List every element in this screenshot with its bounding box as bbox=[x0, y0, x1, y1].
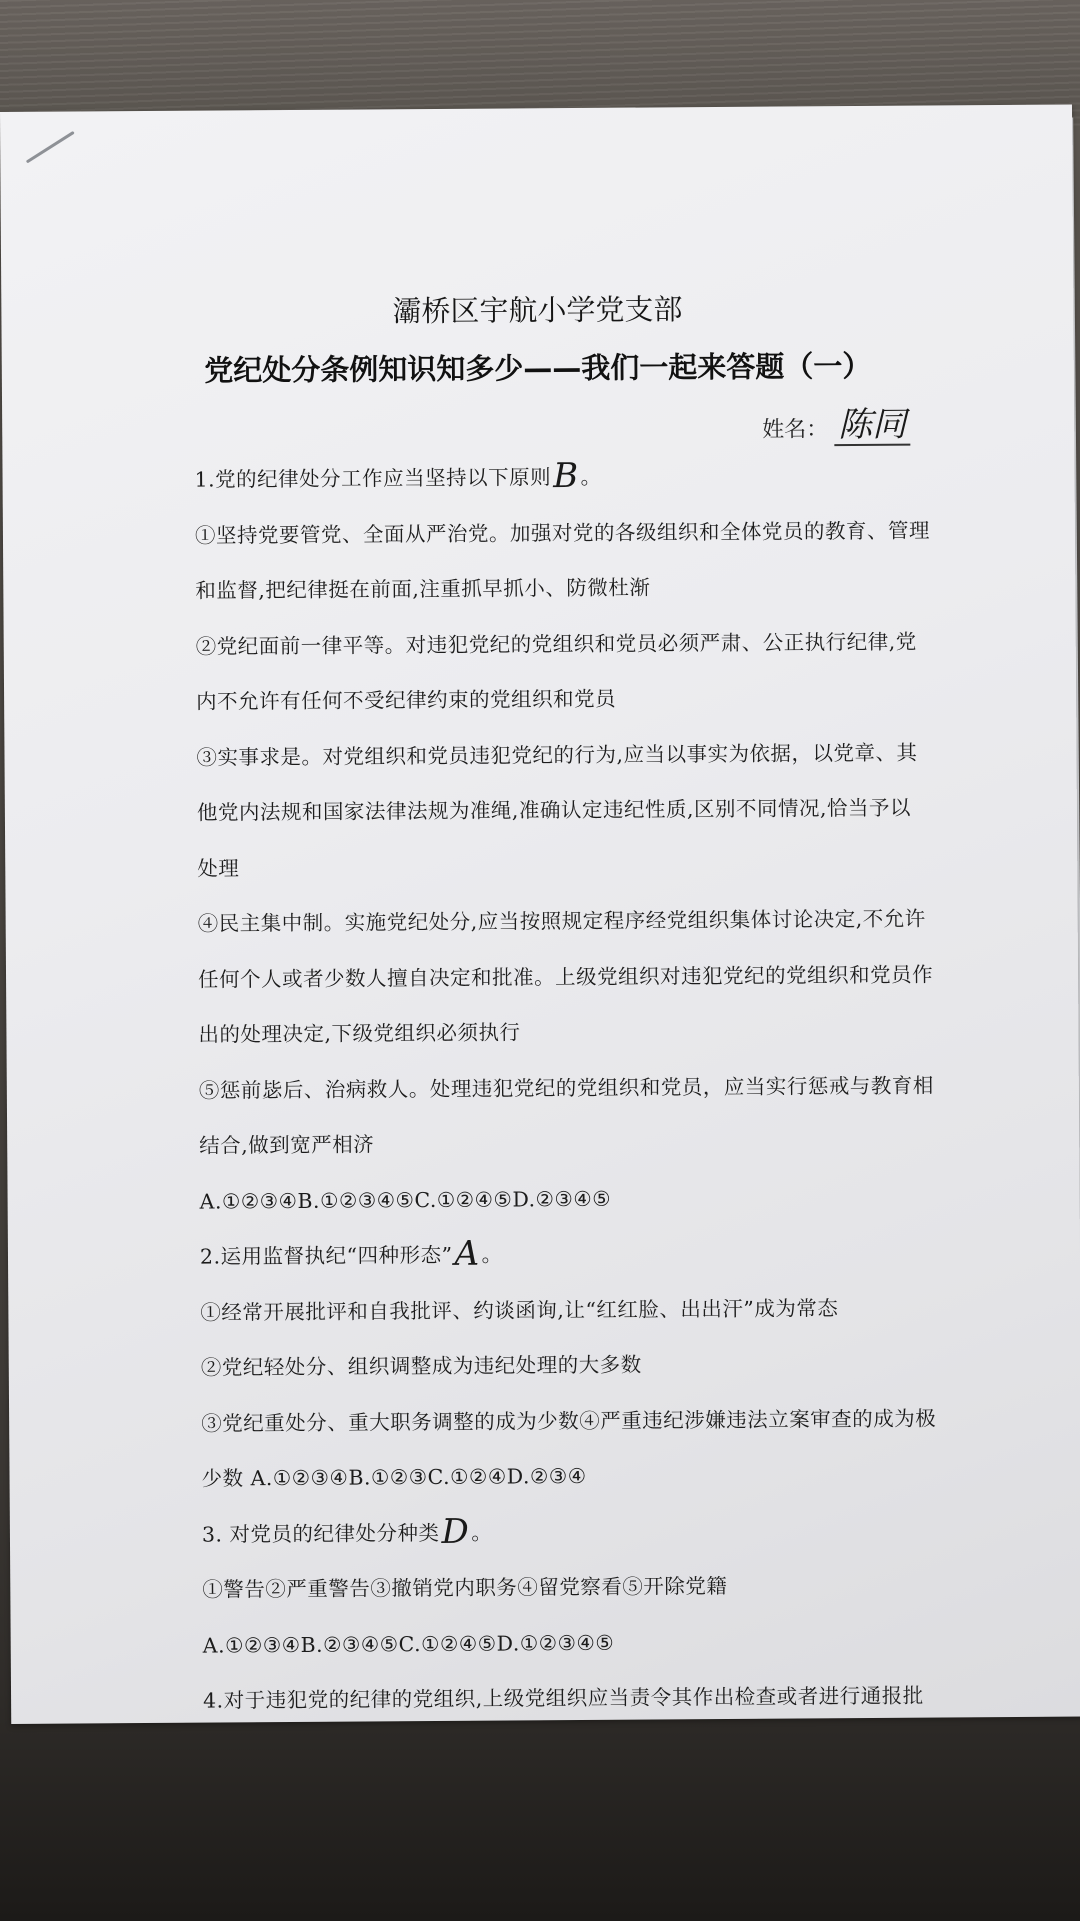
q1-item: ①坚持党要管党、全面从严治党。加强对党的各级组织和全体党员的教育、管理 bbox=[194, 518, 931, 548]
question-body bbox=[194, 447, 993, 1729]
q4-stem: 4.对于违犯党的纪律的党组织,上级党组织应当责令其作出检查或者进行通报批 bbox=[203, 1683, 924, 1713]
q2-stem: 2.运用监督执纪“四种形态”A。 bbox=[199, 1233, 503, 1274]
q1-stem: 1.党的纪律处分工作应当坚持以下原则B。 bbox=[194, 455, 602, 497]
q1-item: 结合,做到宽严相济 bbox=[199, 1132, 375, 1158]
name-row bbox=[762, 406, 910, 447]
q1-item: 内不允许有任何不受纪律约束的党组织和党员 bbox=[196, 686, 617, 714]
header-title: 灞桥区宇航小学党支部 bbox=[392, 292, 683, 329]
staple-icon bbox=[26, 131, 75, 164]
q2-item: ①经常开展批评和自我批评、约谈函询,让“红红脸、出出汗”成为常态 bbox=[200, 1295, 839, 1325]
q3-answer: D bbox=[441, 1511, 470, 1552]
q3-stem: 3. 对党员的纪律处分种类D。 bbox=[201, 1511, 493, 1552]
q2-item: ②党纪轻处分、组织调整成为违纪处理的大多数 bbox=[200, 1352, 642, 1380]
name-label: 姓名： bbox=[762, 417, 829, 443]
q1-item: 他党内法规和国家法律法规为准绳,准确认定违纪性质,区别不同情况,恰当予以 bbox=[196, 795, 912, 825]
q2-answer: A bbox=[454, 1233, 480, 1274]
q1-answer: B bbox=[552, 455, 579, 497]
q3-options: A.①②③④B.②③④⑤C.①②④⑤D.①②③④⑤ bbox=[202, 1630, 615, 1658]
q1-options: A.①②③④B.①②③④⑤C.①②④⑤D.②③④⑤ bbox=[199, 1186, 612, 1214]
paper-sheet bbox=[0, 105, 1080, 1724]
q1-item: 处理 bbox=[197, 855, 240, 881]
q1-item: 和监督,把纪律挺在前面,注重抓早抓小、防微杜渐 bbox=[195, 575, 651, 603]
name-handwritten: 陈同 bbox=[834, 406, 910, 447]
q2-options: 少数 A.①②③④B.①②③C.①②④D.②③④ bbox=[201, 1463, 587, 1491]
q1-item: 任何个人或者少数人擅自决定和批准。上级党组织对违犯党纪的党组织和党员作 bbox=[197, 962, 934, 992]
q1-item: ④民主集中制。实施党纪处分,应当按照规定程序经党组织集体讨论决定,不允许 bbox=[197, 906, 926, 936]
q1-item: ②党纪面前一律平等。对违犯党纪的党组织和党员必须严肃、公正执行纪律,党 bbox=[195, 629, 917, 659]
document-title: 党纪处分条例知识知多少——我们一起来答题（一） bbox=[204, 348, 872, 388]
q3-item: ①警告②严重警告③撤销党内职务④留党察看⑤开除党籍 bbox=[202, 1573, 728, 1602]
q2-item: ③党纪重处分、重大职务调整的成为少数④严重违纪涉嫌违法立案审查的成为极 bbox=[201, 1405, 937, 1436]
q1-item: ③实事求是。对党组织和党员违犯党纪的行为,应当以事实为依据，以党章、其 bbox=[196, 740, 918, 770]
q1-item: 出的处理决定,下级党组织必须执行 bbox=[198, 1020, 521, 1047]
q1-item: ⑤惩前毖后、治病救人。处理违犯党纪的党组织和党员，应当实行惩戒与教育相 bbox=[198, 1073, 934, 1103]
